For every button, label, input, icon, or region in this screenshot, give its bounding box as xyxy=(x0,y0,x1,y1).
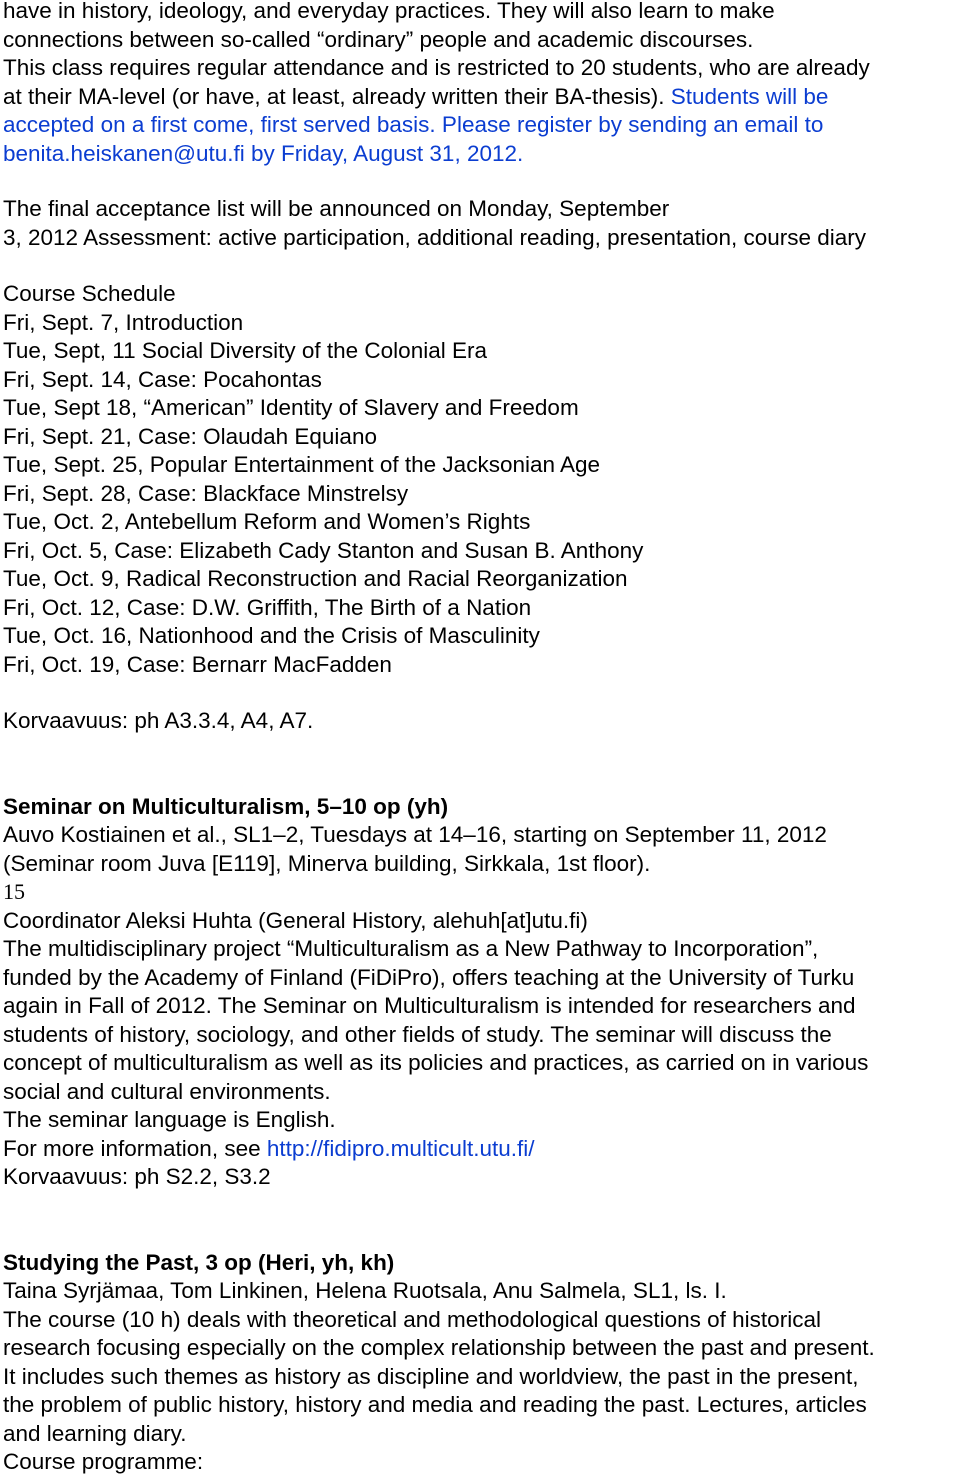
spacer xyxy=(3,679,958,707)
seminar-body-line: concept of multiculturalism as well as its policies and practices, as carried on in various xyxy=(3,1050,869,1075)
spacer xyxy=(3,168,958,195)
schedule-item: Fri, Sept. 14, Case: Pocahontas xyxy=(3,366,322,392)
seminar-section xyxy=(3,793,958,1192)
schedule-korvaavuus: Korvaavuus: ph A3.3.4, A4, A7. xyxy=(3,708,314,733)
seminar-body-line: The multidisciplinary project “Multiculturalism as a New Pathway to Incorporation”, xyxy=(3,936,819,961)
schedule-item: Fri, Oct. 12, Case: D.W. Griffith, The Birth of a Nation xyxy=(3,594,532,620)
spacer xyxy=(3,736,958,793)
intro-line: have in history, ideology, and everyday practices. They will also learn to make xyxy=(3,0,775,23)
schedule-item: Fri, Oct. 19, Case: Bernarr MacFadden xyxy=(3,651,392,677)
seminar-details: Auvo Kostiainen et al., SL1–2, Tuesdays at 14–16, starting on September 11, 2012 xyxy=(3,822,827,847)
intro-line-mixed xyxy=(3,83,958,112)
more-info-prefix: For more information, see xyxy=(3,1135,267,1161)
seminar-body-line: social and cultural environments. xyxy=(3,1078,331,1104)
schedule-item: Tue, Sept 18, “American” Identity of Slavery and Freedom xyxy=(3,395,579,420)
schedule-item: Fri, Sept. 28, Case: Blackface Minstrelsy xyxy=(3,480,409,506)
schedule-item: Fri, Oct. 5, Case: Elizabeth Cady Stanton and Susan B. Anthony xyxy=(3,537,644,563)
schedule-title: Course Schedule xyxy=(3,281,176,306)
seminar-location: (Seminar room Juva [E119], Minerva building, Sirkkala, 1st floor). xyxy=(3,850,651,876)
intro-line: This class requires regular attendance and is restricted to 20 students, who are already xyxy=(3,55,870,80)
registration-notice-start: Students will be xyxy=(664,83,829,109)
document-page xyxy=(3,0,958,1477)
seminar-coordinator: Coordinator Aleksi Huhta (General History, alehuh[at]utu.fi) xyxy=(3,907,588,933)
schedule-item: Tue, Sept. 25, Popular Entertainment of the Jacksonian Age xyxy=(3,452,601,477)
registration-notice: accepted on a first come, first served basis. Please register by sending an email to xyxy=(3,112,824,137)
spacer xyxy=(3,252,958,280)
schedule-item: Tue, Oct. 2, Antebellum Reform and Women’s Rights xyxy=(3,509,531,534)
seminar-body-line: again in Fall of 2012. The Seminar on Multiculturalism is intended for researchers and xyxy=(3,993,856,1018)
spacer xyxy=(3,1192,958,1249)
studying-body-line: and learning diary. xyxy=(3,1420,187,1446)
course-schedule xyxy=(3,280,958,679)
schedule-item: Tue, Oct. 9, Radical Reconstruction and Racial Reorganization xyxy=(3,566,628,591)
schedule-item: Fri, Sept. 21, Case: Olaudah Equiano xyxy=(3,423,377,449)
assessment-line: 3, 2012 Assessment: active participation, additional reading, presentation, course diary xyxy=(3,224,867,250)
studying-teachers: Taina Syrjämaa, Tom Linkinen, Helena Ruotsala, Anu Salmela, SL1, ls. I. xyxy=(3,1278,727,1303)
seminar-body-line: students of history, sociology, and other fields of study. The seminar will discuss the xyxy=(3,1021,832,1047)
schedule-item: Fri, Sept. 7, Introduction xyxy=(3,309,244,335)
page-number: 15 xyxy=(3,879,25,904)
seminar-korvaavuus: Korvaavuus: ph S2.2, S3.2 xyxy=(3,1164,271,1189)
studying-body-line: The course (10 h) deals with theoretical and methodological questions of historical xyxy=(3,1306,821,1332)
seminar-language: The seminar language is English. xyxy=(3,1107,336,1132)
intro-line: at their MA-level (or have, at least, already written their BA-thesis). xyxy=(3,83,665,109)
schedule-item: Tue, Oct. 16, Nationhood and the Crisis of Masculinity xyxy=(3,623,540,648)
acceptance-paragraph xyxy=(3,195,958,252)
acceptance-line: The final acceptance list will be announced on Monday, September xyxy=(3,196,670,221)
intro-paragraph xyxy=(3,0,958,168)
studying-title: Studying the Past, 3 op (Heri, yh, kh) xyxy=(3,1249,395,1275)
studying-section xyxy=(3,1249,958,1477)
registration-deadline: benita.heiskanen@utu.fi by Friday, August 31, 2012. xyxy=(3,140,524,166)
studying-body-line: research focusing especially on the complex relationship between the past and present. xyxy=(3,1335,875,1360)
schedule-item: Tue, Sept, 11 Social Diversity of the Colonial Era xyxy=(3,338,487,363)
seminar-body-line: funded by the Academy of Finland (FiDiPro), offers teaching at the University of Turku xyxy=(3,964,855,990)
studying-body-line: It includes such themes as history as discipline and worldview, the past in the present, xyxy=(3,1363,859,1389)
seminar-more-info xyxy=(3,1135,958,1164)
studying-body-line: the problem of public history, history and media and reading the past. Lectures, articles xyxy=(3,1392,867,1417)
fidipro-link[interactable]: http://fidipro.multicult.utu.fi/ xyxy=(266,1135,535,1161)
intro-line: connections between so-called “ordinary” people and academic discourses. xyxy=(3,26,754,52)
seminar-title: Seminar on Multiculturalism, 5–10 op (yh) xyxy=(3,793,449,819)
course-programme-label: Course programme: xyxy=(3,1449,204,1474)
